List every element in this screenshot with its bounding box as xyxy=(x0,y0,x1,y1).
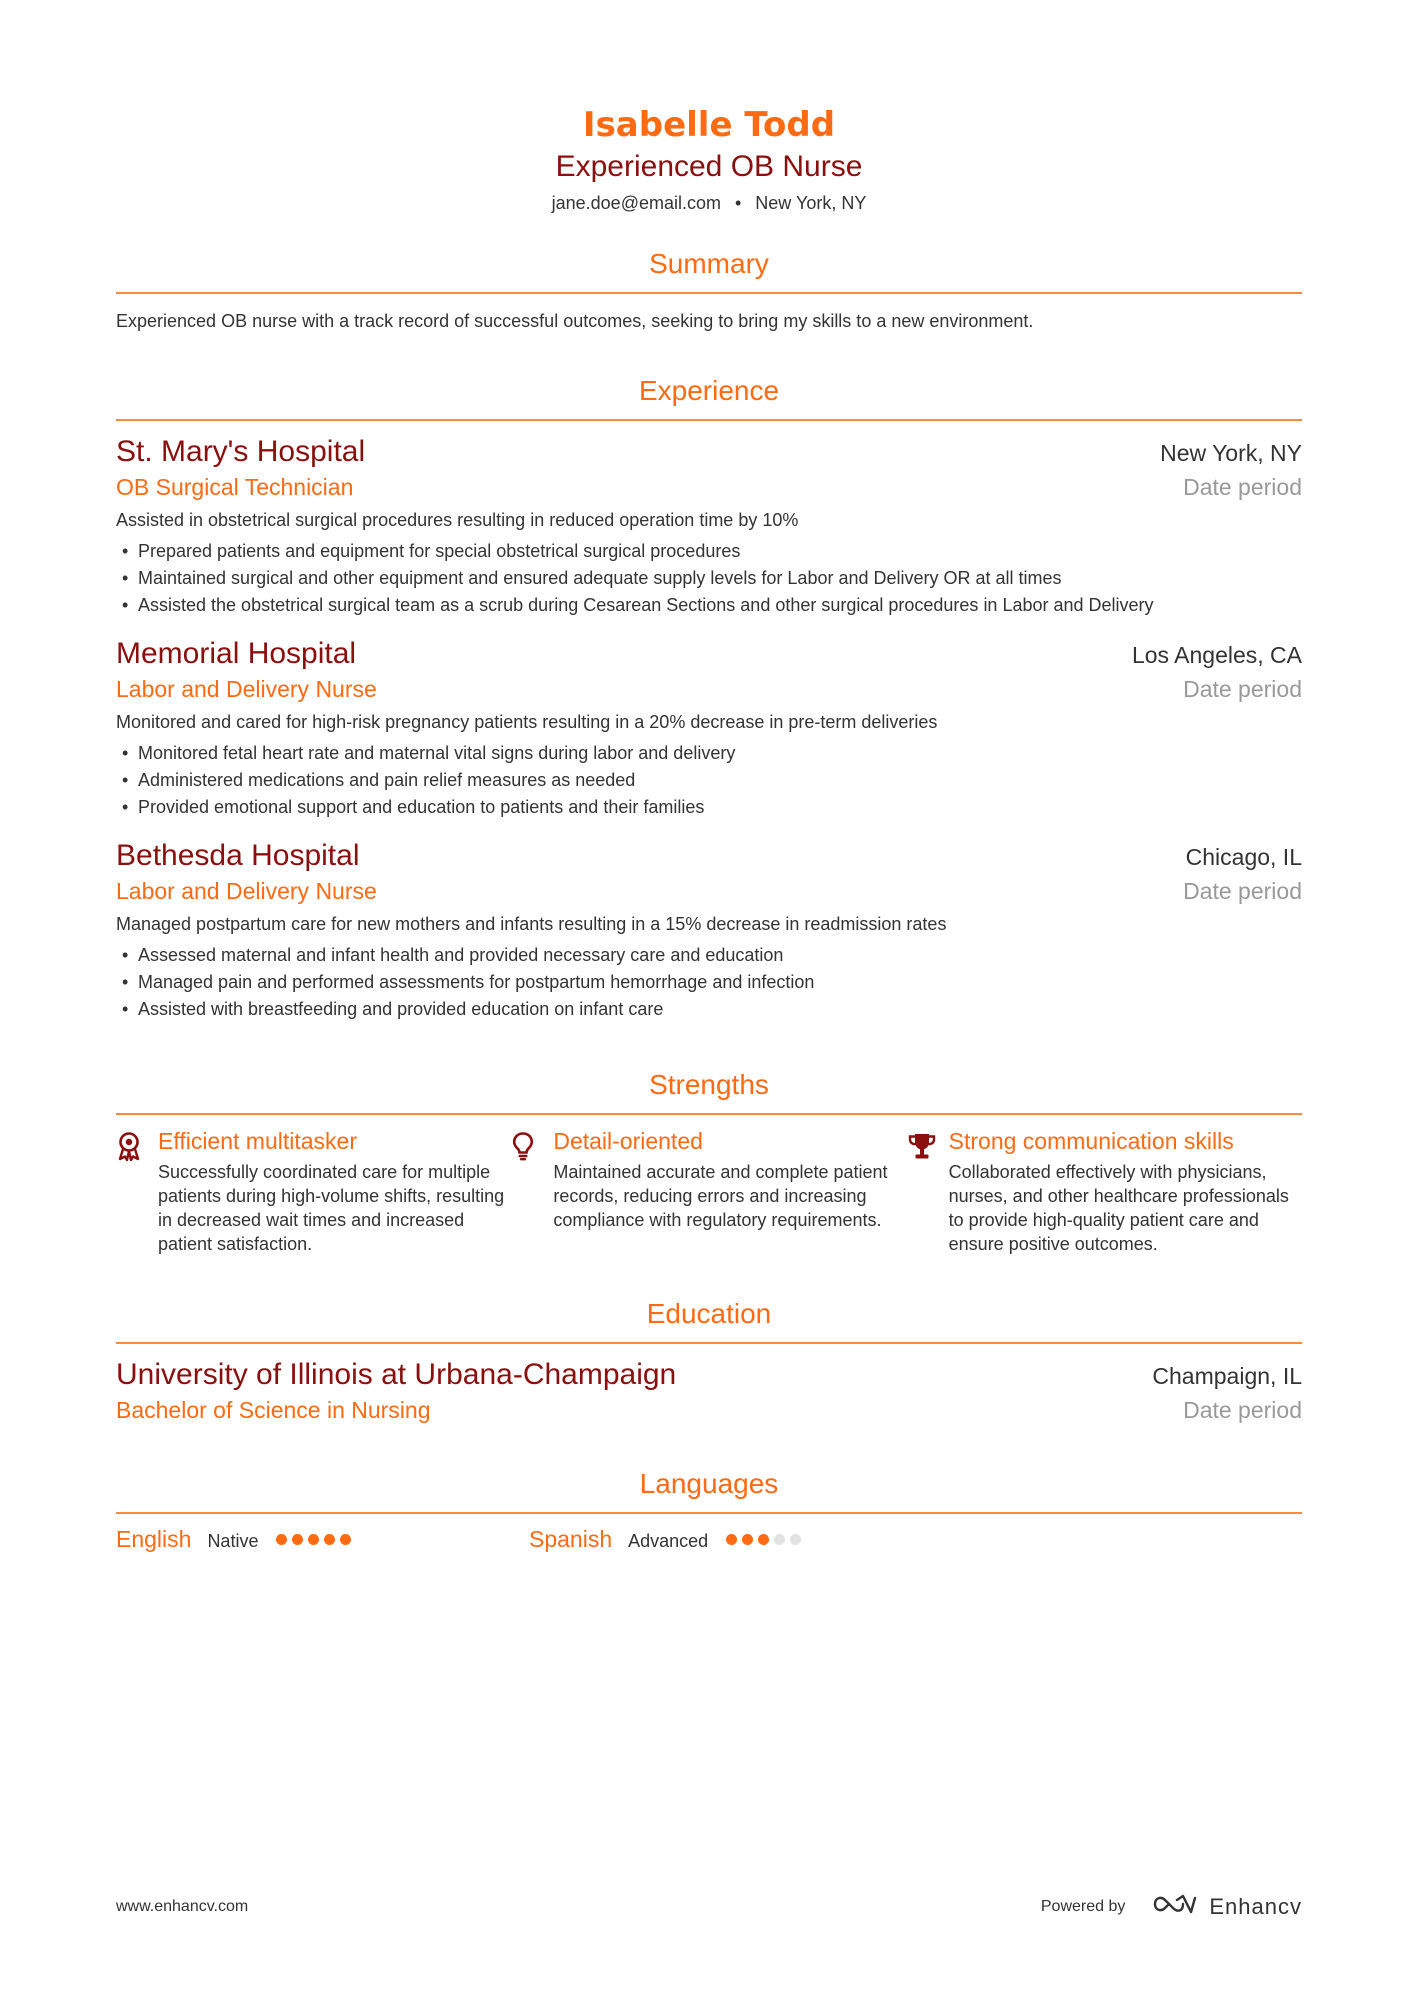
award-ribbon-icon xyxy=(116,1127,158,1256)
employer-location: New York, NY xyxy=(1160,440,1302,466)
language-rating xyxy=(276,1534,351,1545)
resume-header xyxy=(116,0,1302,216)
language-rating xyxy=(726,1534,801,1545)
employer-location: Los Angeles, CA xyxy=(1131,642,1302,668)
strength-item xyxy=(511,1127,906,1256)
rating-dot-filled xyxy=(758,1534,769,1545)
rating-dot-filled xyxy=(726,1534,737,1545)
experience-entry xyxy=(116,433,1302,619)
job-bullets xyxy=(116,740,1302,821)
lightbulb-icon xyxy=(511,1127,553,1256)
rating-dot-filled xyxy=(292,1534,303,1545)
experience-entry xyxy=(116,635,1302,821)
rating-dot-filled xyxy=(324,1534,335,1545)
rating-dot-filled xyxy=(340,1534,351,1545)
section-title-summary: Summary xyxy=(116,246,1302,294)
candidate-headline: Experienced OB Nurse xyxy=(555,150,863,183)
employer-name: Bethesda Hospital xyxy=(116,839,360,872)
summary-section xyxy=(116,246,1302,335)
languages-list xyxy=(116,1526,1302,1553)
job-title: Labor and Delivery Nurse xyxy=(116,676,377,702)
school-name: University of Illinois at Urbana-Champaign xyxy=(116,1358,677,1391)
bullet-item: • Assisted the obstetrical surgical team as a scrub during Cesarean Sections and other surgical procedures in Labor and Delivery xyxy=(116,592,1302,619)
contact-location: New York, NY xyxy=(755,193,867,213)
page-footer xyxy=(116,1892,1302,1921)
strength-title: Detail-oriented xyxy=(553,1128,703,1154)
strength-title: Strong communication skills xyxy=(948,1128,1234,1154)
experience-list xyxy=(116,433,1302,1023)
language-item xyxy=(116,1526,529,1553)
rating-dot-empty xyxy=(774,1534,785,1545)
job-bullets xyxy=(116,538,1302,619)
strength-text: Successfully coordinated care for multiple patients during high-volume shifts, resulting in decreased wait times and increased patient satisfaction. xyxy=(158,1162,505,1254)
strength-item xyxy=(116,1127,511,1256)
school-location: Champaign, IL xyxy=(1152,1363,1302,1389)
powered-by xyxy=(1041,1892,1302,1921)
job-description: Monitored and cared for high-risk pregnancy patients resulting in a 20% decrease in pre-term deliveries xyxy=(116,712,938,732)
bullet-item: • Maintained surgical and other equipment and ensured adequate supply levels for Labor and Delivery OR at all times xyxy=(116,565,1302,592)
job-title: OB Surgical Technician xyxy=(116,474,354,500)
language-name: Spanish xyxy=(529,1526,613,1552)
rating-dot-filled xyxy=(742,1534,753,1545)
job-title: Labor and Delivery Nurse xyxy=(116,878,377,904)
rating-dot-filled xyxy=(276,1534,287,1545)
degree-name: Bachelor of Science in Nursing xyxy=(116,1397,431,1423)
enhancv-logo-icon xyxy=(1151,1892,1197,1921)
strength-title: Efficient multitasker xyxy=(158,1128,357,1154)
date-period: Date period xyxy=(1183,1397,1302,1423)
education-entry xyxy=(116,1356,1302,1426)
language-name: English xyxy=(116,1526,192,1552)
bullet-item: • Assessed maternal and infant health and provided necessary care and education xyxy=(116,942,1302,969)
bullet-item: • Provided emotional support and education to patients and their families xyxy=(116,794,1302,821)
languages-section xyxy=(116,1466,1302,1553)
strength-text: Collaborated effectively with physicians, nurses, and other healthcare professionals to provide high-quality patient care and ensure positive outcomes. xyxy=(948,1162,1289,1254)
strength-text: Maintained accurate and complete patient records, reducing errors and increasing compliance with regulatory requirements. xyxy=(553,1162,888,1230)
summary-text: Experienced OB nurse with a track record of successful outcomes, seeking to bring my skills to a new environment. xyxy=(116,311,1034,331)
language-level: Native xyxy=(207,1531,259,1551)
employer-name: St. Mary's Hospital xyxy=(116,435,366,468)
section-title-languages: Languages xyxy=(116,1466,1302,1514)
experience-entry xyxy=(116,837,1302,1023)
job-description: Assisted in obstetrical surgical procedures resulting in reduced operation time by 10% xyxy=(116,510,799,530)
separator-dot: • xyxy=(734,193,742,213)
section-title-strengths: Strengths xyxy=(116,1067,1302,1115)
strength-item xyxy=(907,1127,1302,1256)
language-item xyxy=(529,1526,942,1553)
date-period: Date period xyxy=(1183,878,1302,904)
education-section xyxy=(116,1296,1302,1426)
bullet-item: • Managed pain and performed assessments for postpartum hemorrhage and infection xyxy=(116,969,1302,996)
candidate-name: Isabelle Todd xyxy=(582,105,836,145)
job-description: Managed postpartum care for new mothers and infants resulting in a 15% decrease in readmission rates xyxy=(116,914,947,934)
language-level: Advanced xyxy=(628,1531,709,1551)
bullet-item: • Prepared patients and equipment for special obstetrical surgical procedures xyxy=(116,538,1302,565)
trophy-icon xyxy=(907,1127,949,1256)
contact-line xyxy=(116,190,1302,216)
date-period: Date period xyxy=(1183,676,1302,702)
rating-dot-empty xyxy=(790,1534,801,1545)
employer-location: Chicago, IL xyxy=(1185,844,1302,870)
bullet-item: • Monitored fetal heart rate and maternal vital signs during labor and delivery xyxy=(116,740,1302,767)
section-title-education: Education xyxy=(116,1296,1302,1344)
employer-name: Memorial Hospital xyxy=(116,637,357,670)
powered-by-label: Powered by xyxy=(1040,1897,1126,1915)
date-period: Date period xyxy=(1183,474,1302,500)
rating-dot-filled xyxy=(308,1534,319,1545)
section-title-experience: Experience xyxy=(116,373,1302,421)
bullet-item: • Administered medications and pain relief measures as needed xyxy=(116,767,1302,794)
bullet-item: • Assisted with breastfeeding and provided education on infant care xyxy=(116,996,1302,1023)
experience-section xyxy=(116,373,1302,1023)
contact-email[interactable]: jane.doe@email.com xyxy=(551,193,721,213)
brand-name: Enhancv xyxy=(1209,1893,1302,1919)
strengths-list xyxy=(116,1127,1302,1256)
resume-page xyxy=(116,0,1302,1553)
footer-url[interactable]: www.enhancv.com xyxy=(116,1897,249,1915)
job-bullets xyxy=(116,942,1302,1023)
strengths-section xyxy=(116,1067,1302,1256)
